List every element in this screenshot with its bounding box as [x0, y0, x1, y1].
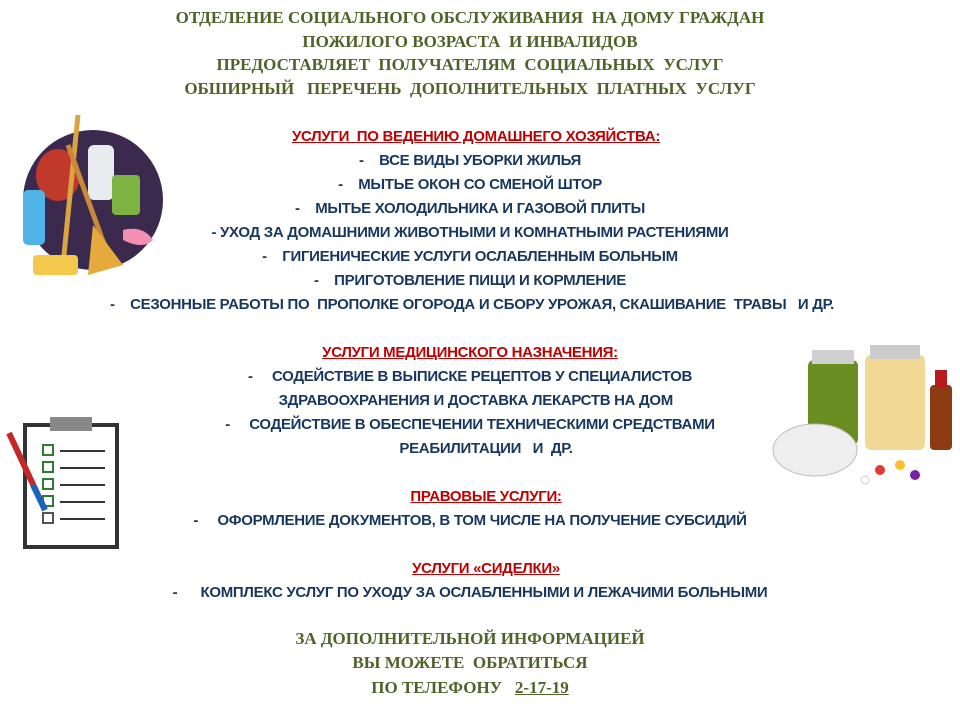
section-heading-caregiver: УСЛУГИ «СИДЕЛКИ» — [412, 560, 560, 577]
title-line-4: ОБШИРНЫЙ ПЕРЕЧЕНЬ ДОПОЛНИТЕЛЬНЫХ ПЛАТНЫХ УСЛУГ — [184, 79, 756, 98]
title-line-1: ОТДЕЛЕНИЕ СОЦИАЛЬНОГО ОБСЛУЖИВАНИЯ НА ДОМУ ГРАЖДАН — [175, 8, 765, 27]
list-item: ЗДРАВООХРАНЕНИЯ И ДОСТАВКА ЛЕКАРСТВ НА ДОМ — [266, 392, 673, 409]
list-item: - ОФОРМЛЕНИЕ ДОКУМЕНТОВ, В ТОМ ЧИСЛЕ НА ПОЛУЧЕНИЕ СУБСИДИЙ — [193, 512, 747, 529]
list-item: - МЫТЬЕ ХОЛОДИЛЬНИКА И ГАЗОВОЙ ПЛИТЫ — [295, 200, 645, 217]
clipboard-checklist-icon — [5, 415, 125, 550]
title-line-2: ПОЖИЛОГО ВОЗРАСТА И ИНВАЛИДОВ — [302, 32, 638, 51]
section-heading-legal: ПРАВОВЫЕ УСЛУГИ: — [410, 488, 562, 505]
title-line-3: ПРЕДОСТАВЛЯЕТ ПОЛУЧАТЕЛЯМ СОЦИАЛЬНЫХ УСЛУГ — [216, 55, 724, 74]
list-item: - ПРИГОТОВЛЕНИЕ ПИЩИ И КОРМЛЕНИЕ — [314, 272, 626, 289]
medicine-bottles-icon — [770, 340, 960, 500]
list-item: - СОДЕЙСТВИЕ В ОБЕСПЕЧЕНИИ ТЕХНИЧЕСКИМИ СРЕДСТВАМИ — [225, 416, 715, 433]
phone-number: 2-17-19 — [514, 678, 569, 697]
list-item: - ВСЕ ВИДЫ УБОРКИ ЖИЛЬЯ — [358, 152, 582, 169]
section-heading-medical: УСЛУГИ МЕДИЦИНСКОГО НАЗНАЧЕНИЯ: — [322, 344, 618, 361]
list-item: - УХОД ЗА ДОМАШНИМИ ЖИВОТНЫМИ И КОМНАТНЫМИ РАСТЕНИЯМИ — [211, 224, 729, 241]
list-item: - СЕЗОННЫЕ РАБОТЫ ПО ПРОПОЛКЕ ОГОРОДА И СБОРУ УРОЖАЯ, СКАШИВАНИЕ ТРАВЫ И ДР. — [109, 296, 834, 313]
list-item: - ГИГИЕНИЧЕСКИЕ УСЛУГИ ОСЛАБЛЕННЫМ БОЛЬНЫМ — [262, 248, 678, 265]
section-heading-household: УСЛУГИ ПО ВЕДЕНИЮ ДОМАШНЕГО ХОЗЯЙСТВА: — [291, 128, 661, 145]
list-item: - КОМПЛЕКС УСЛУГ ПО УХОДУ ЗА ОСЛАБЛЕННЫМИ И ЛЕЖАЧИМИ БОЛЬНЫМИ — [172, 584, 768, 601]
list-item: - СОДЕЙСТВИЕ В ВЫПИСКЕ РЕЦЕПТОВ У СПЕЦИАЛИСТОВ — [247, 368, 693, 385]
footer-phone-label: ПО ТЕЛЕФОНУ — [371, 678, 515, 697]
list-item: РЕАБИЛИТАЦИИ И ДР. — [399, 440, 573, 457]
footer-line-2: ВЫ МОЖЕТЕ ОБРАТИТЬСЯ — [352, 653, 588, 672]
cleaning-supplies-icon — [8, 105, 168, 285]
list-item: - МЫТЬЕ ОКОН СО СМЕНОЙ ШТОР — [338, 176, 602, 193]
footer-line-3 — [0, 677, 940, 699]
footer-line-1: ЗА ДОПОЛНИТЕЛЬНОЙ ИНФОРМАЦИЕЙ — [295, 629, 645, 648]
